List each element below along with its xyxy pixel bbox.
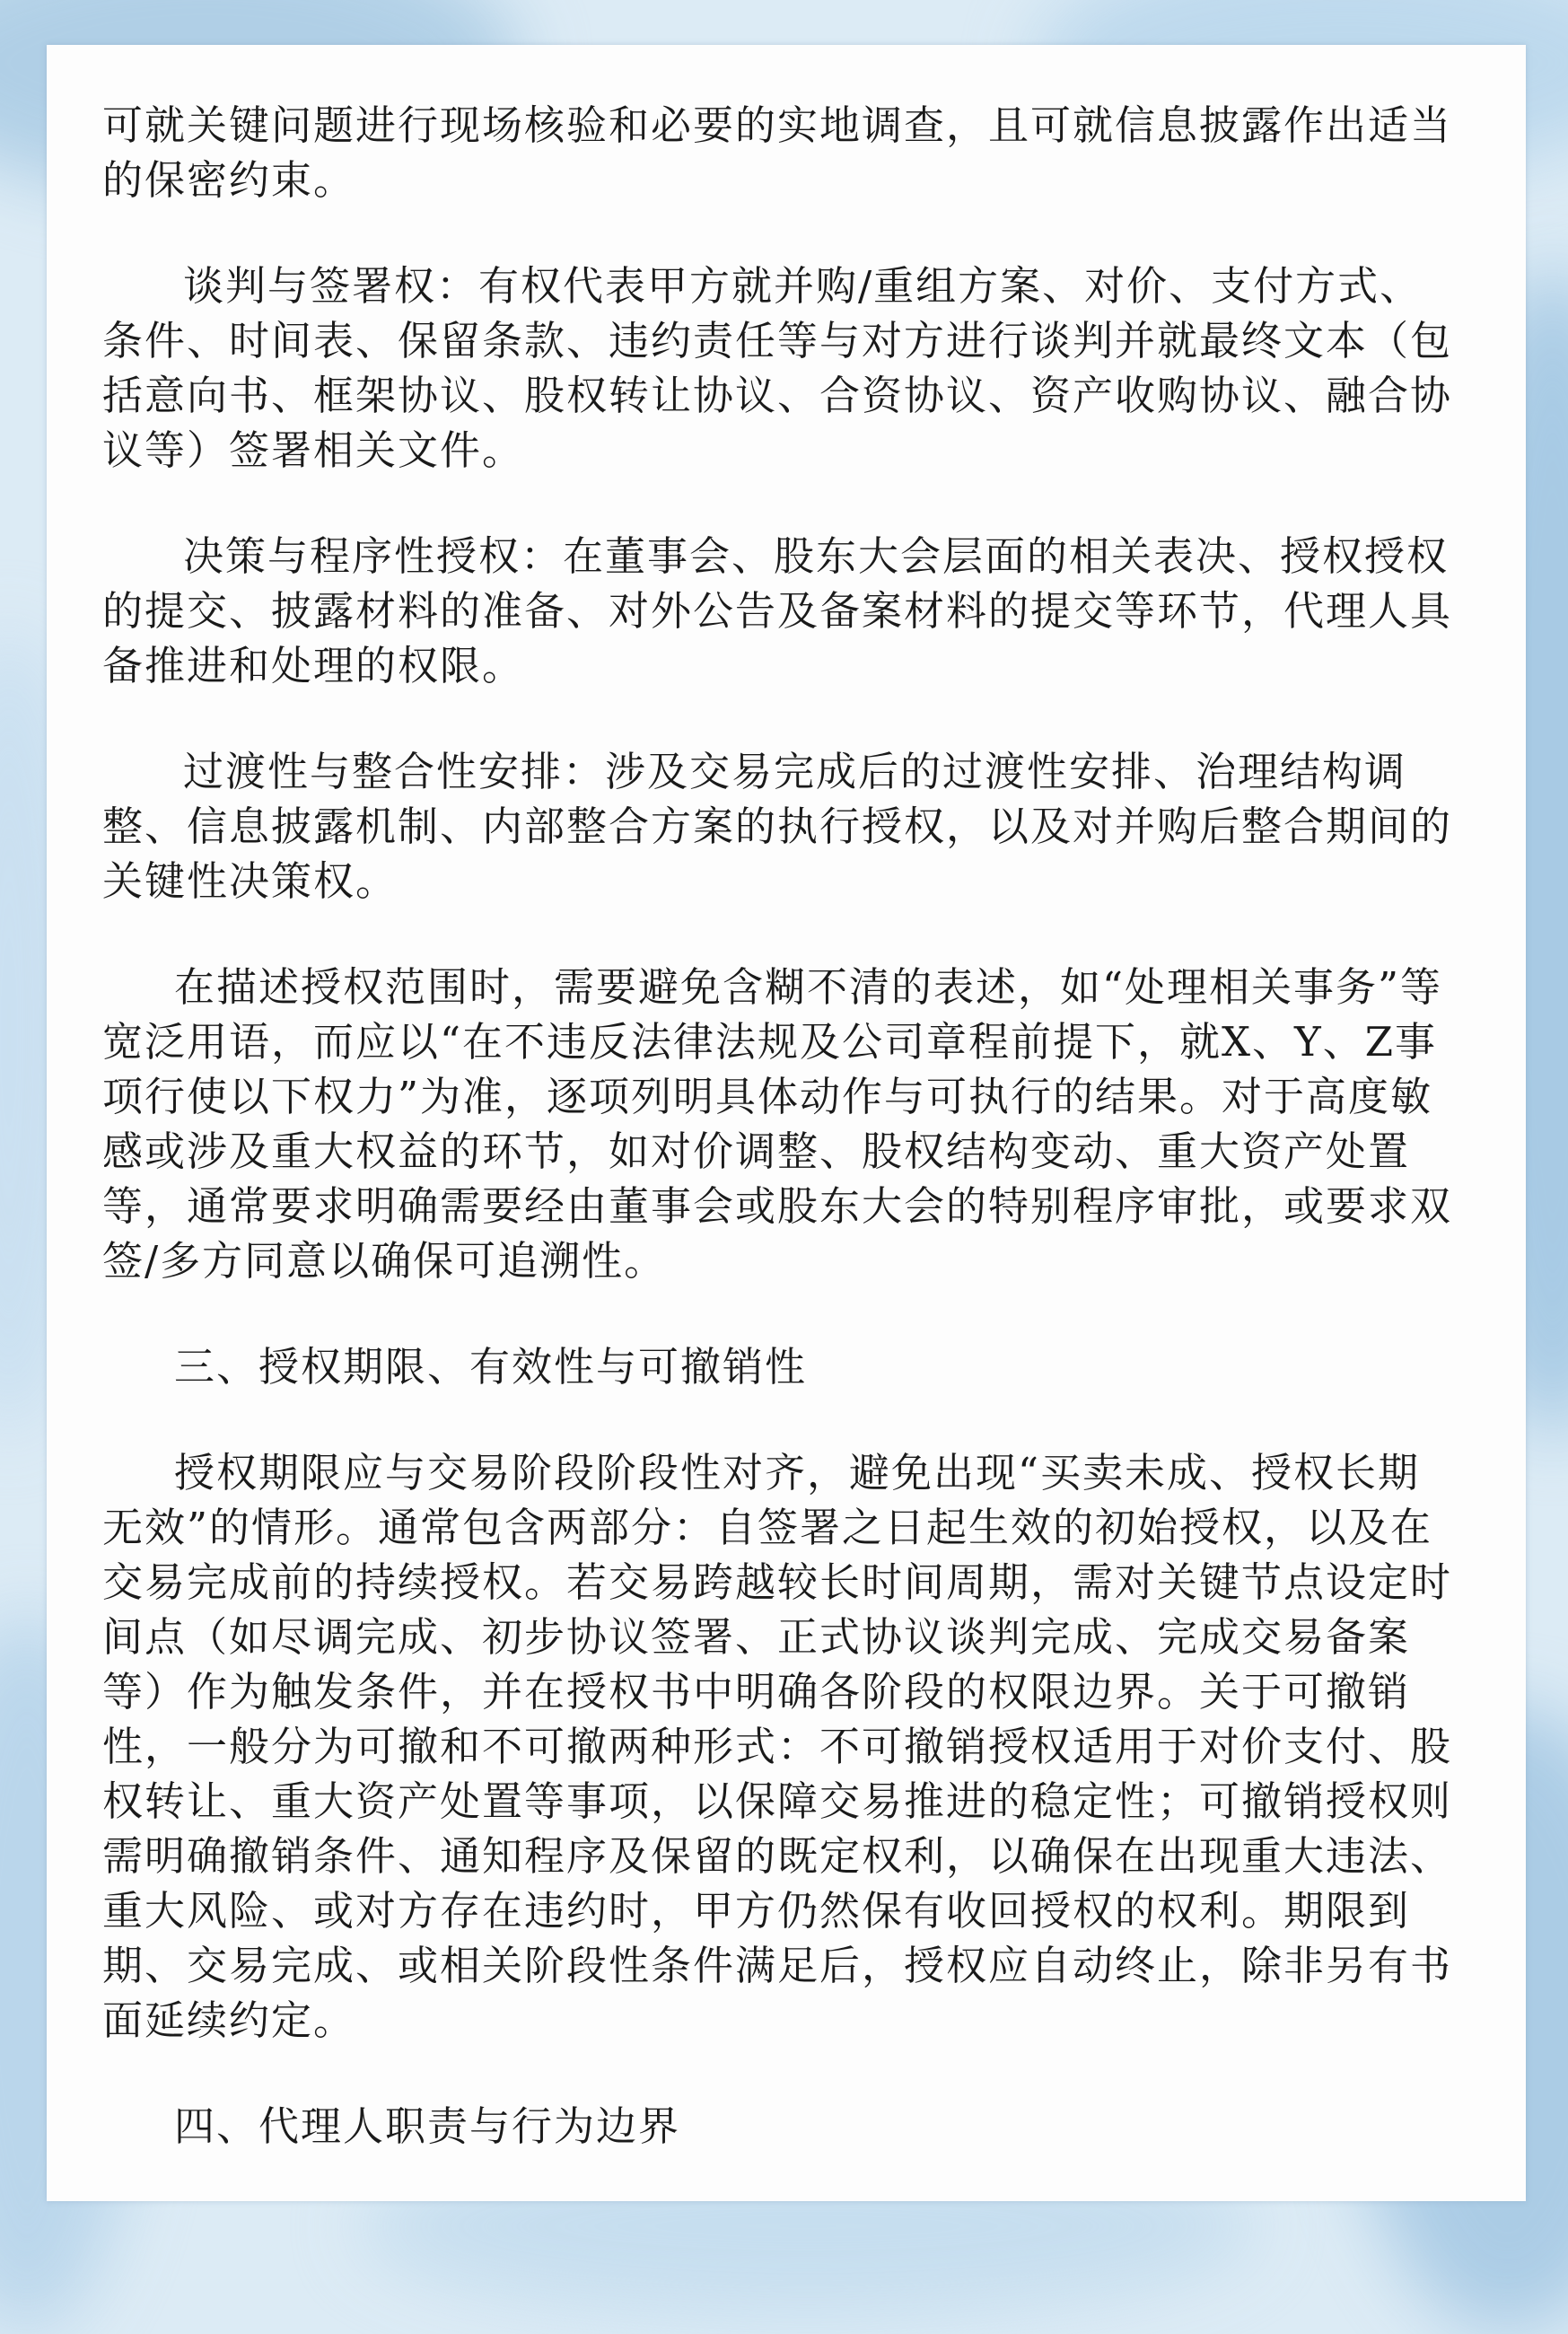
- section-heading-agent-duties: 四、代理人职责与行为边界: [174, 2102, 681, 2150]
- paragraph-decision-procedure: 决策与程序性授权：在董事会、股东大会层面的相关表决、授权授权的提交、披露材料的准备、对外公告及备案材料的提交等环节，代理人具备推进和处理的权限。: [102, 532, 1453, 689]
- paragraph-scope-description: 在描述授权范围时，需要避免含糊不清的表述，如“处理相关事务”等宽泛用语，而应以“在不违反法律法规及公司章程前提下，就X、Y、Z事项行使以下权力”为准，逐项列明具体动作与可执行的结果。对于高度敏感或涉及重大权益的环节，如对价调整、股权结构变动、重大资产处置等，通常要求明确需要经由董事会或股东大会的特别程序审批，或要求双签/多方同意以确保可追溯性。: [102, 963, 1453, 1285]
- paragraph-continuation: 可就关键问题进行现场核验和必要的实地调查，且可就信息披露作出适当的保密约束。: [102, 101, 1453, 204]
- section-heading-term-validity: 三、授权期限、有效性与可撤销性: [174, 1343, 808, 1391]
- paragraph-negotiation-signing: 谈判与签署权：有权代表甲方就并购/重组方案、对价、支付方式、条件、时间表、保留条款、违约责任等与对方进行谈判并就最终文本（包括意向书、框架协议、股权转让协议、合资协议、资产收购协议、融合协议等）签署相关文件。: [102, 262, 1453, 474]
- paragraph-transition-integration: 过渡性与整合性安排：涉及交易完成后的过渡性安排、治理结构调整、信息披露机制、内部整合方案的执行授权，以及对并购后整合期间的关键性决策权。: [102, 748, 1453, 905]
- document-body: [102, 98, 1458, 2205]
- paragraph-term-revocability: 授权期限应与交易阶段阶段性对齐，避免出现“买卖未成、授权长期无效”的情形。通常包含两部分：自签署之日起生效的初始授权，以及在交易完成前的持续授权。若交易跨越较长时间周期，需对关键节点设定时间点（如尽调完成、初步协议签署、正式协议谈判完成、完成交易备案等）作为触发条件，并在授权书中明确各阶段的权限边界。关于可撤销性，一般分为可撤和不可撤两种形式：不可撤销授权适用于对价支付、股权转让、重大资产处置等事项，以保障交易推进的稳定性；可撤销授权则需明确撤销条件、通知程序及保留的既定权利，以确保在出现重大违法、重大风险、或对方存在违约时，甲方仍然保有收回授权的权利。期限到期、交易完成、或相关阶段性条件满足后，授权应自动终止，除非另有书面延续约定。: [102, 1449, 1453, 2044]
